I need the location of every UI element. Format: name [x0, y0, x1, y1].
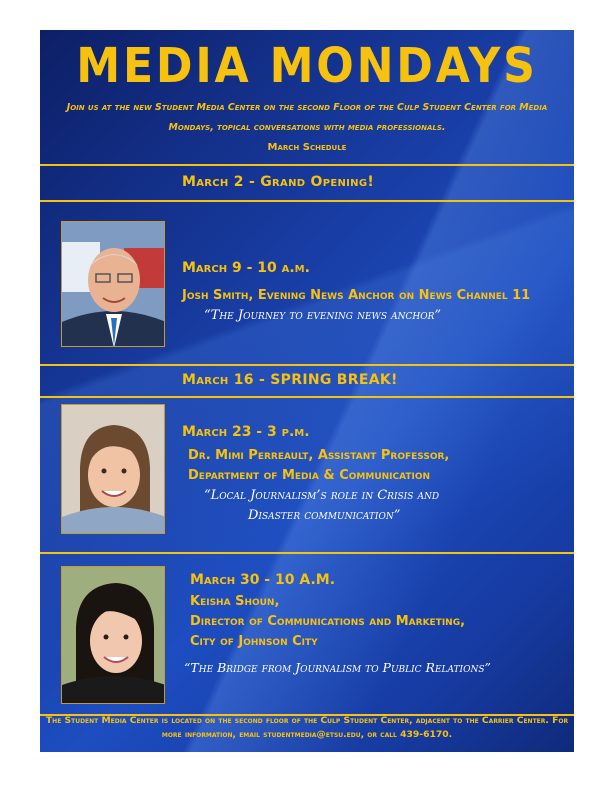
event-march30-title: Director of Communications and Marketing,: [190, 614, 466, 629]
event-march30-talk: “The Bridge from Journalism to Public Relations”: [184, 660, 491, 675]
event-march23-speaker: Dr. Mimi Perreault, Assistant Professor,: [188, 448, 450, 463]
event-march23-talk-line1: “Local Journalism’s role in Crisis and: [204, 488, 440, 503]
intro-text: Join us at the new Student Media Center on the second Floor of the Culp Student Center for Media Mondays, topical conversations with media professionals.: [66, 102, 548, 133]
divider: [40, 552, 574, 554]
footer-info: The Student Media Center is located on the second floor of the Culp Student Center, adjacent to the Carrier Center. For more information, email studentmedia@etsu.edu, or call 439-6170.: [45, 715, 569, 740]
speaker-photo-keisha-shoun: [61, 566, 165, 704]
divider: [40, 364, 574, 366]
speaker-photo-mimi-perreault: [61, 404, 165, 534]
flyer: [40, 30, 574, 752]
event-march2-date: March 2 - Grand Opening!: [182, 174, 375, 190]
event-march30-organization: City of Johnson City: [190, 634, 318, 649]
event-march9-speaker: Josh Smith, Evening News Anchor on News Channel 11: [182, 288, 531, 303]
event-march23-department: Department of Media & Communication: [188, 468, 431, 483]
divider: [40, 396, 574, 398]
flyer-title: MEDIA MONDAYS: [76, 38, 538, 94]
event-march30-date: March 30 - 10 A.M.: [190, 572, 336, 588]
event-march16-date: March 16 - SPRING BREAK!: [182, 372, 398, 388]
event-march23-talk-line2: Disaster communication”: [248, 508, 401, 523]
event-march23-date: March 23 - 3 p.m.: [182, 424, 310, 440]
divider: [40, 164, 574, 166]
event-march30: [184, 572, 574, 678]
event-march23: [182, 424, 574, 526]
event-march30-speaker: Keisha Shoun,: [190, 594, 280, 609]
divider: [40, 200, 574, 202]
event-march9-talk: “The Journey to evening news anchor”: [204, 308, 442, 323]
event-march9: [182, 260, 574, 326]
speaker-photo-josh-smith: [61, 221, 165, 347]
event-march9-date: March 9 - 10 a.m.: [182, 260, 310, 276]
schedule-heading: March Schedule: [267, 142, 347, 153]
